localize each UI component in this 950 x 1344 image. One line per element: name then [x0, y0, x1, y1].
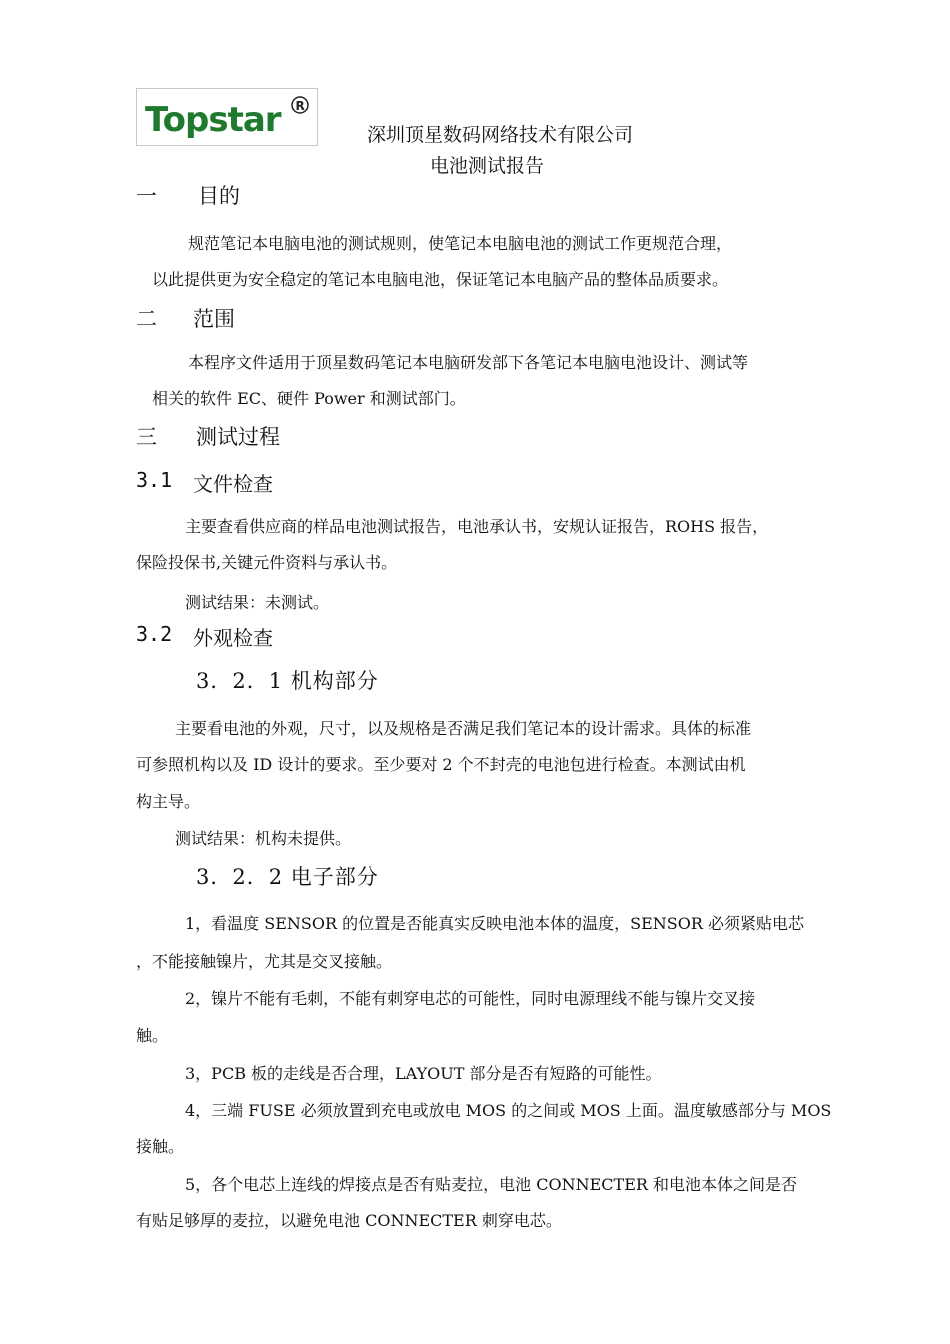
section-2-title: 范围 — [193, 307, 235, 331]
section-1-line-1: 规范笔记本电脑电池的测试规则，使笔记本电脑电池的测试工作更规范合理， — [188, 234, 733, 253]
topstar-logo-graphic — [137, 89, 317, 145]
item-5-line-2: 有贴足够厚的麦拉，以避免电池 CONNECTER 刺穿电芯。 — [136, 1211, 562, 1230]
section-3-1-result: 测试结果：未测试。 — [185, 593, 330, 612]
company-logo — [136, 88, 318, 146]
logo-text: Topstar — [145, 100, 281, 140]
section-3-2-1-title: 3．2．1 机构部分 — [196, 669, 379, 693]
section-3-2-1-result: 测试结果：机构未提供。 — [175, 829, 352, 848]
registered-mark-letter: R — [295, 99, 305, 113]
section-3-title: 测试过程 — [196, 425, 280, 449]
section-1-line-2: 以此提供更为安全稳定的笔记本电脑电池，保证笔记本电脑产品的整体品质要求。 — [152, 270, 729, 289]
section-3-number: 三 — [136, 425, 157, 449]
section-1-title: 目的 — [198, 184, 240, 208]
company-name: 深圳顶星数码网络技术有限公司 — [367, 124, 634, 146]
section-2-line-2: 相关的软件 EC、硬件 Power 和测试部门。 — [152, 389, 466, 408]
section-1-number: 一 — [136, 184, 157, 208]
section-3-2-1-line-3: 构主导。 — [136, 792, 201, 811]
section-3-2-title: 外观检查 — [193, 626, 273, 650]
section-3-1-line-2: 保险投保书,关键元件资料与承认书。 — [136, 553, 398, 572]
section-3-1-title: 文件检查 — [193, 472, 273, 496]
item-5-line-1: 5，各个电芯上连线的焊接点是否有贴麦拉，电池 CONNECTER 和电池本体之间是否 — [185, 1175, 798, 1194]
document-title: 电池测试报告 — [430, 155, 545, 177]
section-3-2-1-line-1: 主要看电池的外观，尺寸，以及规格是否满足我们笔记本的设计需求。具体的标准 — [175, 719, 752, 738]
item-4-line-2: 接触。 — [136, 1137, 185, 1156]
section-3-2-1-line-2: 可参照机构以及 ID 设计的要求。至少要对 2 个不封壳的电池包进行检查。本测试由机 — [136, 755, 746, 774]
section-3-2-2-title: 3．2．2 电子部分 — [196, 865, 379, 889]
item-2-line-2: 触。 — [136, 1026, 169, 1045]
section-3-1-number: 3.1 — [136, 468, 173, 492]
item-1-line-1: 1，看温度 SENSOR 的位置是否能真实反映电池本体的温度，SENSOR 必须紧贴电芯 — [185, 914, 804, 933]
section-2-number: 二 — [136, 307, 157, 331]
section-2-line-1: 本程序文件适用于顶星数码笔记本电脑研发部下各笔记本电脑电池设计、测试等 — [188, 353, 749, 372]
item-4-line-1: 4，三端 FUSE 必须放置到充电或放电 MOS 的之间或 MOS 上面。温度敏感部分与 MOS — [185, 1101, 832, 1120]
section-3-1-line-1: 主要查看供应商的样品电池测试报告，电池承认书，安规认证报告，ROHS 报告， — [185, 517, 769, 536]
item-1-line-2: ，不能接触镍片，尤其是交叉接触。 — [136, 952, 393, 971]
item-3-line-1: 3，PCB 板的走线是否合理，LAYOUT 部分是否有短路的可能性。 — [185, 1064, 662, 1083]
section-3-2-number: 3.2 — [136, 622, 173, 646]
item-2-line-1: 2，镍片不能有毛刺，不能有刺穿电芯的可能性，同时电源理线不能与镍片交叉接 — [185, 989, 756, 1008]
